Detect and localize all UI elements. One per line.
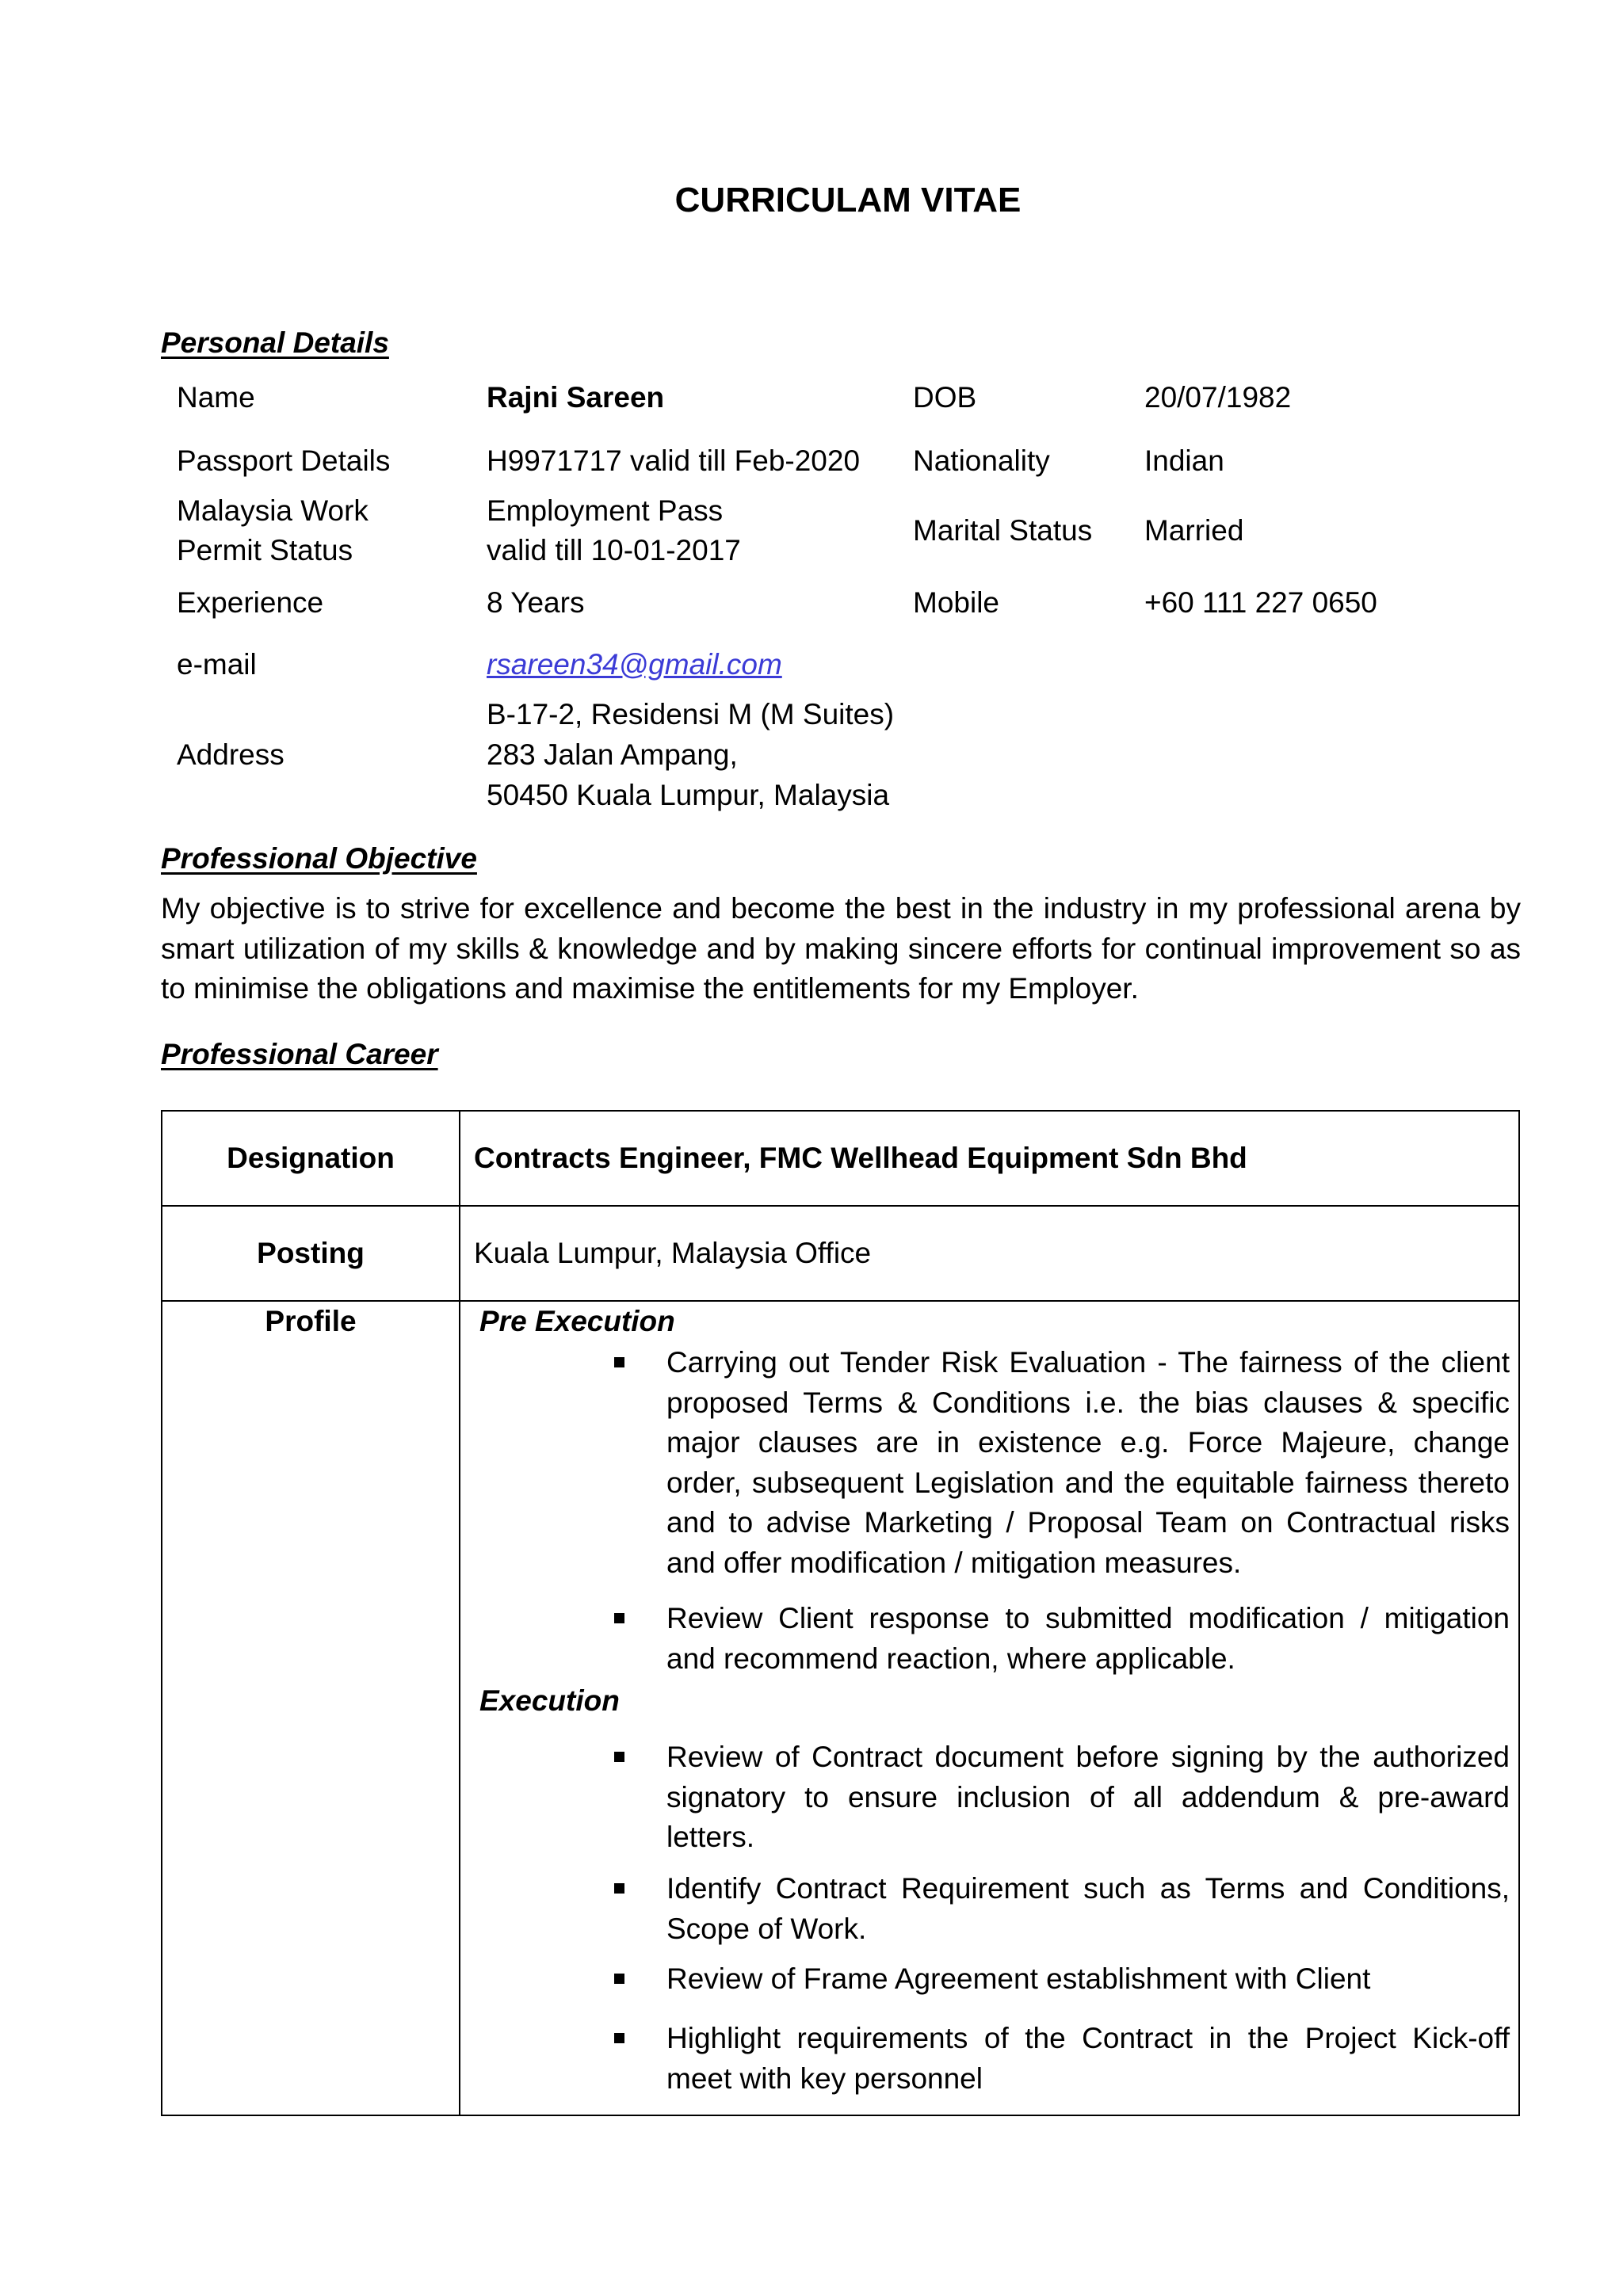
nationality-value: Indian [1144,444,1224,477]
list-item-text: Review Client response to submitted modification / mitigation and recommend reaction, where applicable. [666,1602,1510,1675]
permit-value-line-2: valid till 10-01-2017 [487,534,741,566]
marital-label: Marital Status [913,514,1093,547]
mobile-value: +60 111 227 0650 [1144,586,1377,619]
designation-label: Designation [227,1142,395,1174]
career-table [161,1110,1520,2116]
email-label: e-mail [177,648,257,681]
list-item-text: Review of Frame Agreement establishment with Client [666,1962,1371,1995]
list-item-text: Identify Contract Requirement such as Terms and Conditions, Scope of Work. [666,1872,1510,1945]
permit-label-line-1: Malaysia Work [177,494,369,527]
column-divider [459,1112,460,2115]
personal-details-heading: Personal Details [161,326,389,359]
posting-label: Posting [257,1237,365,1269]
dob-value: 20/07/1982 [1144,381,1292,414]
passport-value: H9971717 valid till Feb-2020 [487,444,861,477]
permit-value-line-1: Employment Pass [487,494,724,527]
row-divider [162,1300,1518,1302]
row-divider [162,1205,1518,1207]
posting-value: Kuala Lumpur, Malaysia Office [474,1237,872,1269]
email-link[interactable]: rsareen34@gmail.com [487,648,782,681]
email-value [487,645,782,685]
pre-execution-heading: Pre Execution [479,1305,675,1337]
address-line-1: B-17-2, Residensi M (M Suites) [487,698,895,730]
name-value: Rajni Sareen [487,381,665,414]
objective-text: My objective is to strive for excellence and become the best in the industry in my professional arena by smart utilization of my skills & knowledge and by making sincere efforts for continual improvement so as to minimise the obligations and maximise the entitlements for my Employer. [161,892,1521,1005]
experience-label: Experience [177,586,324,619]
experience-value: 8 Years [487,586,585,619]
profile-label: Profile [265,1305,357,1337]
nationality-label: Nationality [913,444,1050,477]
list-item-text: Review of Contract document before signing by the authorized signatory to ensure inclusion of all addendum & pre-award letters. [666,1741,1510,1853]
bullet-icon [614,1357,624,1367]
address-line-3: 50450 Kuala Lumpur, Malaysia [487,779,890,811]
bullet-icon [614,1974,624,1984]
designation-value: Contracts Engineer, FMC Wellhead Equipment Sdn Bhd [474,1142,1247,1174]
execution-heading: Execution [479,1684,620,1717]
dob-label: DOB [913,381,977,414]
list-item-text: Highlight requirements of the Contract in the Project Kick-off meet with key personnel [666,2022,1510,2095]
mobile-label: Mobile [913,586,999,619]
objective-heading: Professional Objective [161,842,477,875]
name-label: Name [177,381,255,414]
bullet-icon [614,1883,624,1894]
bullet-icon [614,1613,624,1623]
career-heading: Professional Career [161,1038,438,1070]
bullet-icon [614,2033,624,2043]
address-label: Address [177,738,285,771]
marital-value: Married [1144,514,1244,547]
list-item-text: Carrying out Tender Risk Evaluation - The fairness of the client proposed Terms & Conditions i.e. the bias clauses & specific major clauses are in existence e.g. Force Majeure, change order, subsequent Legislation and the equitable fairness thereto and to advise Marketing / Proposal Team on Contractual risks and offer modification / mitigation measures. [666,1346,1510,1579]
passport-label: Passport Details [177,444,391,477]
address-line-2: 283 Jalan Ampang, [487,738,738,771]
permit-label-line-2: Permit Status [177,534,353,566]
bullet-icon [614,1752,624,1762]
document-title: CURRICULAM VITAE [674,181,1022,219]
